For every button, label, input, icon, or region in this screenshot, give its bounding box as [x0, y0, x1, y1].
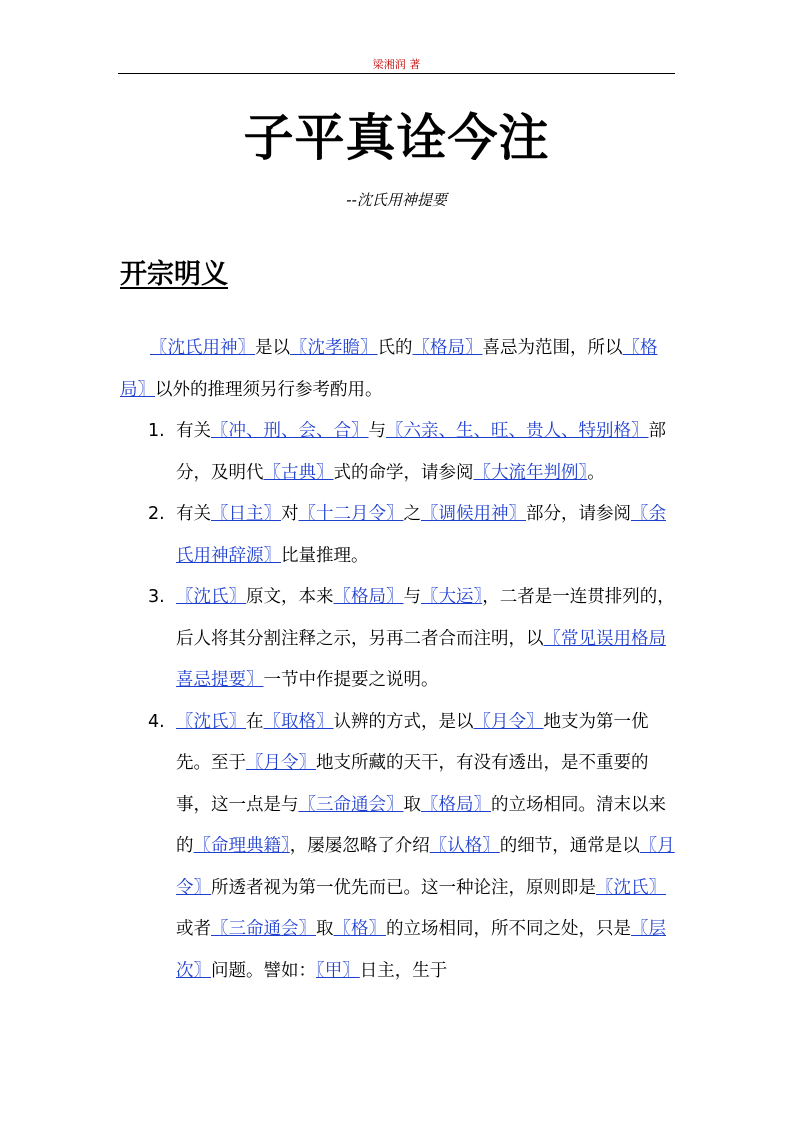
term-link[interactable]: 〖格局〗 — [421, 794, 491, 815]
term-link[interactable]: 〖月令〗 — [473, 711, 544, 732]
body-text: 在 — [246, 711, 264, 732]
term-link[interactable]: 〖月令〗 — [176, 836, 675, 898]
term-link[interactable]: 〖取格〗 — [263, 711, 334, 732]
list-number: 3. — [148, 587, 165, 607]
term-link[interactable]: 〖认格〗 — [429, 836, 500, 856]
term-link[interactable]: 〖沈孝瞻〗 — [290, 338, 378, 358]
term-link[interactable]: 〖六亲、生、旺、贵人、特别格〗 — [386, 421, 649, 441]
term-link[interactable]: 〖甲〗 — [316, 960, 360, 981]
term-link[interactable]: 〖沈氏用神〗 — [150, 338, 255, 358]
body-text: 日主，生于 — [359, 960, 448, 981]
body-text: 认辨的方式，是以 — [333, 711, 474, 732]
term-link[interactable]: 〖层次〗 — [176, 919, 666, 981]
section-heading: 开宗明义 — [120, 259, 228, 290]
body-text: ，屡屡忽略了介绍 — [289, 836, 430, 856]
body-text: 对 — [281, 504, 299, 524]
body-text: 是以 — [255, 338, 290, 358]
body-text: 氏的 — [377, 338, 413, 358]
term-link[interactable]: 〖三命通会〗 — [211, 919, 316, 939]
term-link[interactable]: 〖格局〗 — [333, 587, 404, 607]
body-text: 有关 — [176, 421, 211, 441]
body-text: 地支为第一优先。至于 — [176, 711, 649, 773]
document-subtitle: --沈氏用神提要 — [346, 191, 447, 209]
body-text: 的立场相同。清末以来的 — [176, 794, 666, 856]
term-link[interactable]: 〖十二月令〗 — [298, 504, 404, 524]
document-title: 子平真诠今注 — [243, 109, 550, 167]
numbered-list — [120, 411, 680, 992]
body-text: 。 — [587, 462, 605, 483]
body-text: 与 — [368, 421, 386, 441]
term-link[interactable]: 〖格局〗 — [120, 338, 658, 400]
term-link[interactable]: 〖余氏用神辞源〗 — [176, 504, 666, 566]
list-item — [120, 702, 680, 993]
body-text: 的细节，通常是以 — [499, 836, 640, 856]
body-text: 以外的推理须另行参考酌用。 — [155, 379, 383, 400]
body-text: 的立场相同，所不同之处，只是 — [386, 919, 631, 939]
term-link[interactable]: 〖格局〗 — [412, 338, 483, 358]
body-text: 与 — [403, 587, 421, 607]
term-link[interactable]: 〖调候用神〗 — [421, 504, 526, 524]
list-item — [120, 411, 680, 494]
body-text: 式的命学，请参阅 — [333, 462, 474, 483]
term-link[interactable]: 〖古典〗 — [263, 462, 334, 483]
body-text: 有关 — [176, 504, 211, 524]
intro-paragraph — [120, 328, 680, 411]
term-link[interactable]: 〖大流年判例〗 — [473, 462, 588, 483]
body-text: 比量推理。 — [281, 545, 369, 566]
term-link[interactable]: 〖常见误用格局喜忌提要〗 — [176, 628, 666, 690]
header-rule — [118, 73, 675, 74]
body-text: ，二者是一连贯排列的，后人将其分割注释之示，另再二者合而注明，以 — [176, 587, 675, 649]
term-link[interactable]: 〖沈氏〗 — [596, 877, 666, 898]
list-number: 2. — [148, 504, 165, 524]
term-link[interactable]: 〖沈氏〗 — [176, 587, 246, 607]
body-text: 或者 — [176, 919, 211, 939]
list-item — [120, 577, 680, 702]
term-link[interactable]: 〖月令〗 — [246, 753, 316, 773]
body-text: 问题。譬如： — [211, 960, 316, 981]
term-link[interactable]: 〖日主〗 — [211, 504, 281, 524]
term-link[interactable]: 〖沈氏〗 — [176, 711, 246, 732]
body-text: 部分，请参阅 — [526, 504, 631, 524]
body-text: 一节中作提要之说明。 — [263, 670, 439, 690]
body-text: 取 — [316, 919, 334, 939]
body-text: 取 — [403, 794, 421, 815]
term-link[interactable]: 〖冲、刑、会、合〗 — [211, 421, 369, 441]
list-item — [120, 494, 680, 577]
term-link[interactable]: 〖命理典籍〗 — [193, 836, 290, 856]
body-text: 地支所藏的天干，有没有透出，是不重要的事，这一点是与 — [176, 753, 649, 815]
list-number: 4. — [148, 711, 165, 732]
body-text: 所透者视为第一优先而已。这一种论注，原则即是 — [211, 877, 596, 898]
term-link[interactable]: 〖格〗 — [333, 919, 386, 939]
document-body — [120, 328, 680, 992]
term-link[interactable]: 〖大运〗 — [421, 587, 483, 607]
body-text: 之 — [403, 504, 421, 524]
body-text: 部分，及明代 — [176, 421, 666, 483]
list-number: 1. — [148, 421, 165, 441]
body-text: 原文，本来 — [246, 587, 334, 607]
page-header: 梁湘润 著 — [372, 58, 421, 71]
body-text: 喜忌为范围，所以 — [482, 338, 623, 358]
term-link[interactable]: 〖三命通会〗 — [298, 794, 404, 815]
